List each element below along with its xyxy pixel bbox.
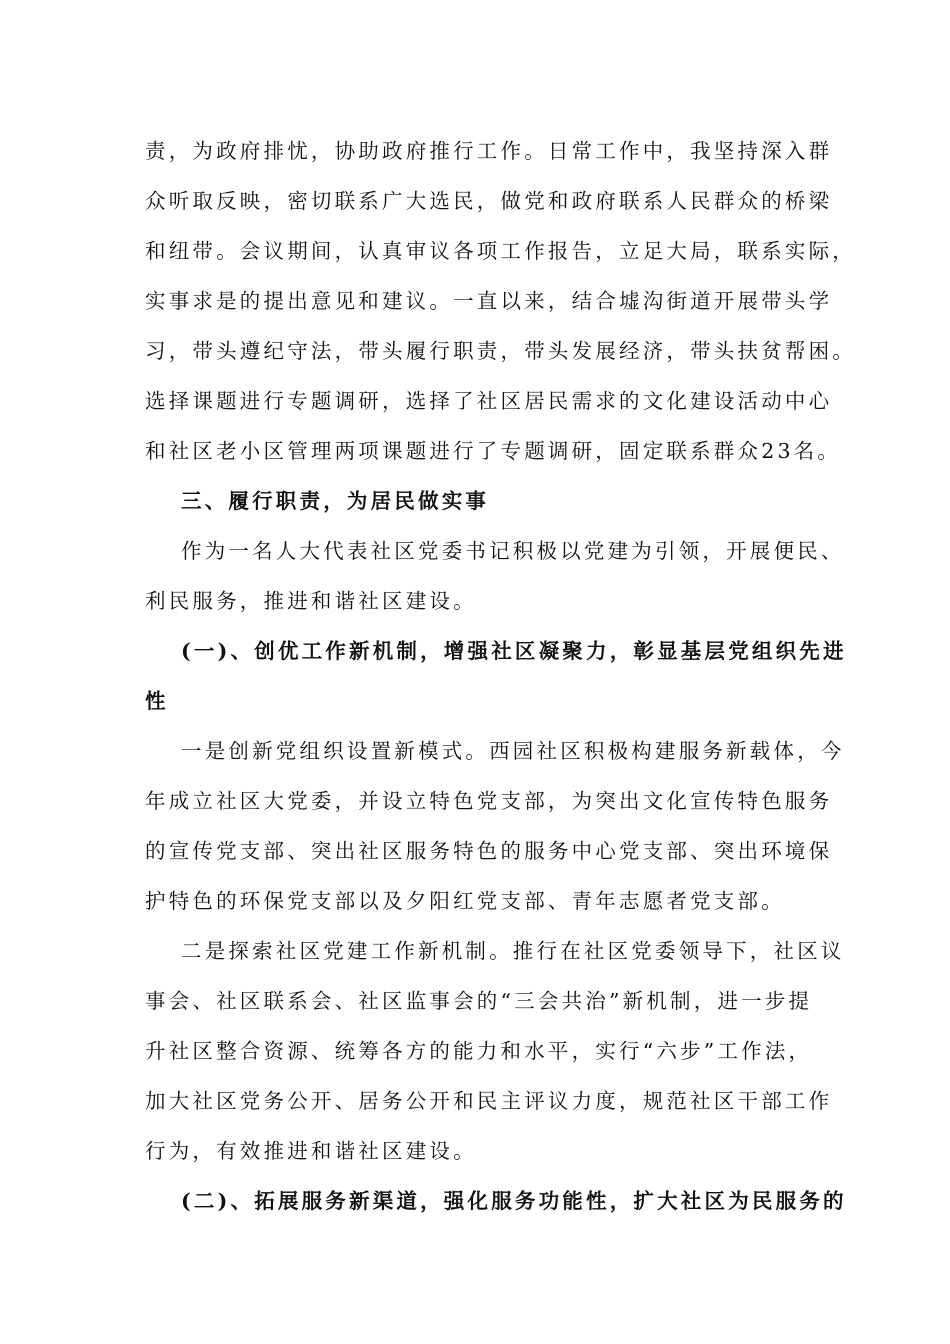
paragraph-line: 的宣传党支部、突出社区服务特色的服务中心党支部、突出环境保 bbox=[145, 839, 833, 863]
paragraph-line: 实事求是的提出意见和建议。一直以来，结合墟沟街道开展带头学 bbox=[145, 289, 833, 313]
document-body bbox=[145, 133, 856, 1233]
paragraph-line: 二是探索社区党建工作新机制。推行在社区党委领导下，社区议 bbox=[181, 939, 845, 963]
subsection-heading: (二)、拓展服务新渠道，强化服务功能性，扩大社区为民服务的 bbox=[181, 1189, 847, 1213]
section-heading: 三、履行职责，为居民做实事 bbox=[181, 489, 490, 513]
paragraph-line: 众听取反映，密切联系广大选民，做党和政府联系人民群众的桥梁 bbox=[145, 189, 833, 213]
paragraph-line: 选择课题进行专题调研，选择了社区居民需求的文化建设活动中心 bbox=[145, 389, 833, 413]
paragraph-line: 一是创新党组织设置新模式。西园社区积极构建服务新载体，今 bbox=[181, 739, 845, 763]
subsection-heading: (一)、创优工作新机制，增强社区凝聚力，彰显基层党组织先进 bbox=[181, 639, 847, 663]
paragraph-line: 作为一名人大代表社区党委书记积极以党建为引领，开展便民、 bbox=[181, 539, 845, 563]
paragraph-line: 事会、社区联系会、社区监事会的“三会共治”新机制，进一步提 bbox=[145, 989, 813, 1013]
subsection-heading-continued: 性 bbox=[145, 689, 169, 713]
paragraph-line: 护特色的环保党支部以及夕阳红党支部、青年志愿者党支部。 bbox=[145, 889, 785, 913]
paragraph-line: 和纽带。会议期间，认真审议各项工作报告，立足大局，联系实际， bbox=[145, 239, 856, 263]
paragraph-line: 和社区老小区管理两项课题进行了专题调研，固定联系群众23名。 bbox=[145, 439, 842, 463]
paragraph-line: 利民服务，推进和谐社区建设。 bbox=[145, 589, 477, 613]
paragraph-line: 年成立社区大党委，并设立特色党支部，为突出文化宣传特色服务 bbox=[145, 789, 833, 813]
paragraph-line: 升社区整合资源、统筹各方的能力和水平，实行“六步”工作法， bbox=[145, 1039, 813, 1063]
paragraph-line: 习，带头遵纪守法，带头履行职责，带头发展经济，带头扶贫帮困。 bbox=[145, 339, 856, 363]
paragraph-line: 加大社区党务公开、居务公开和民主评议力度，规范社区干部工作 bbox=[145, 1089, 833, 1113]
paragraph-line: 责，为政府排忧，协助政府推行工作。日常工作中，我坚持深入群 bbox=[145, 139, 833, 163]
paragraph-line: 行为，有效推进和谐社区建设。 bbox=[145, 1139, 477, 1163]
